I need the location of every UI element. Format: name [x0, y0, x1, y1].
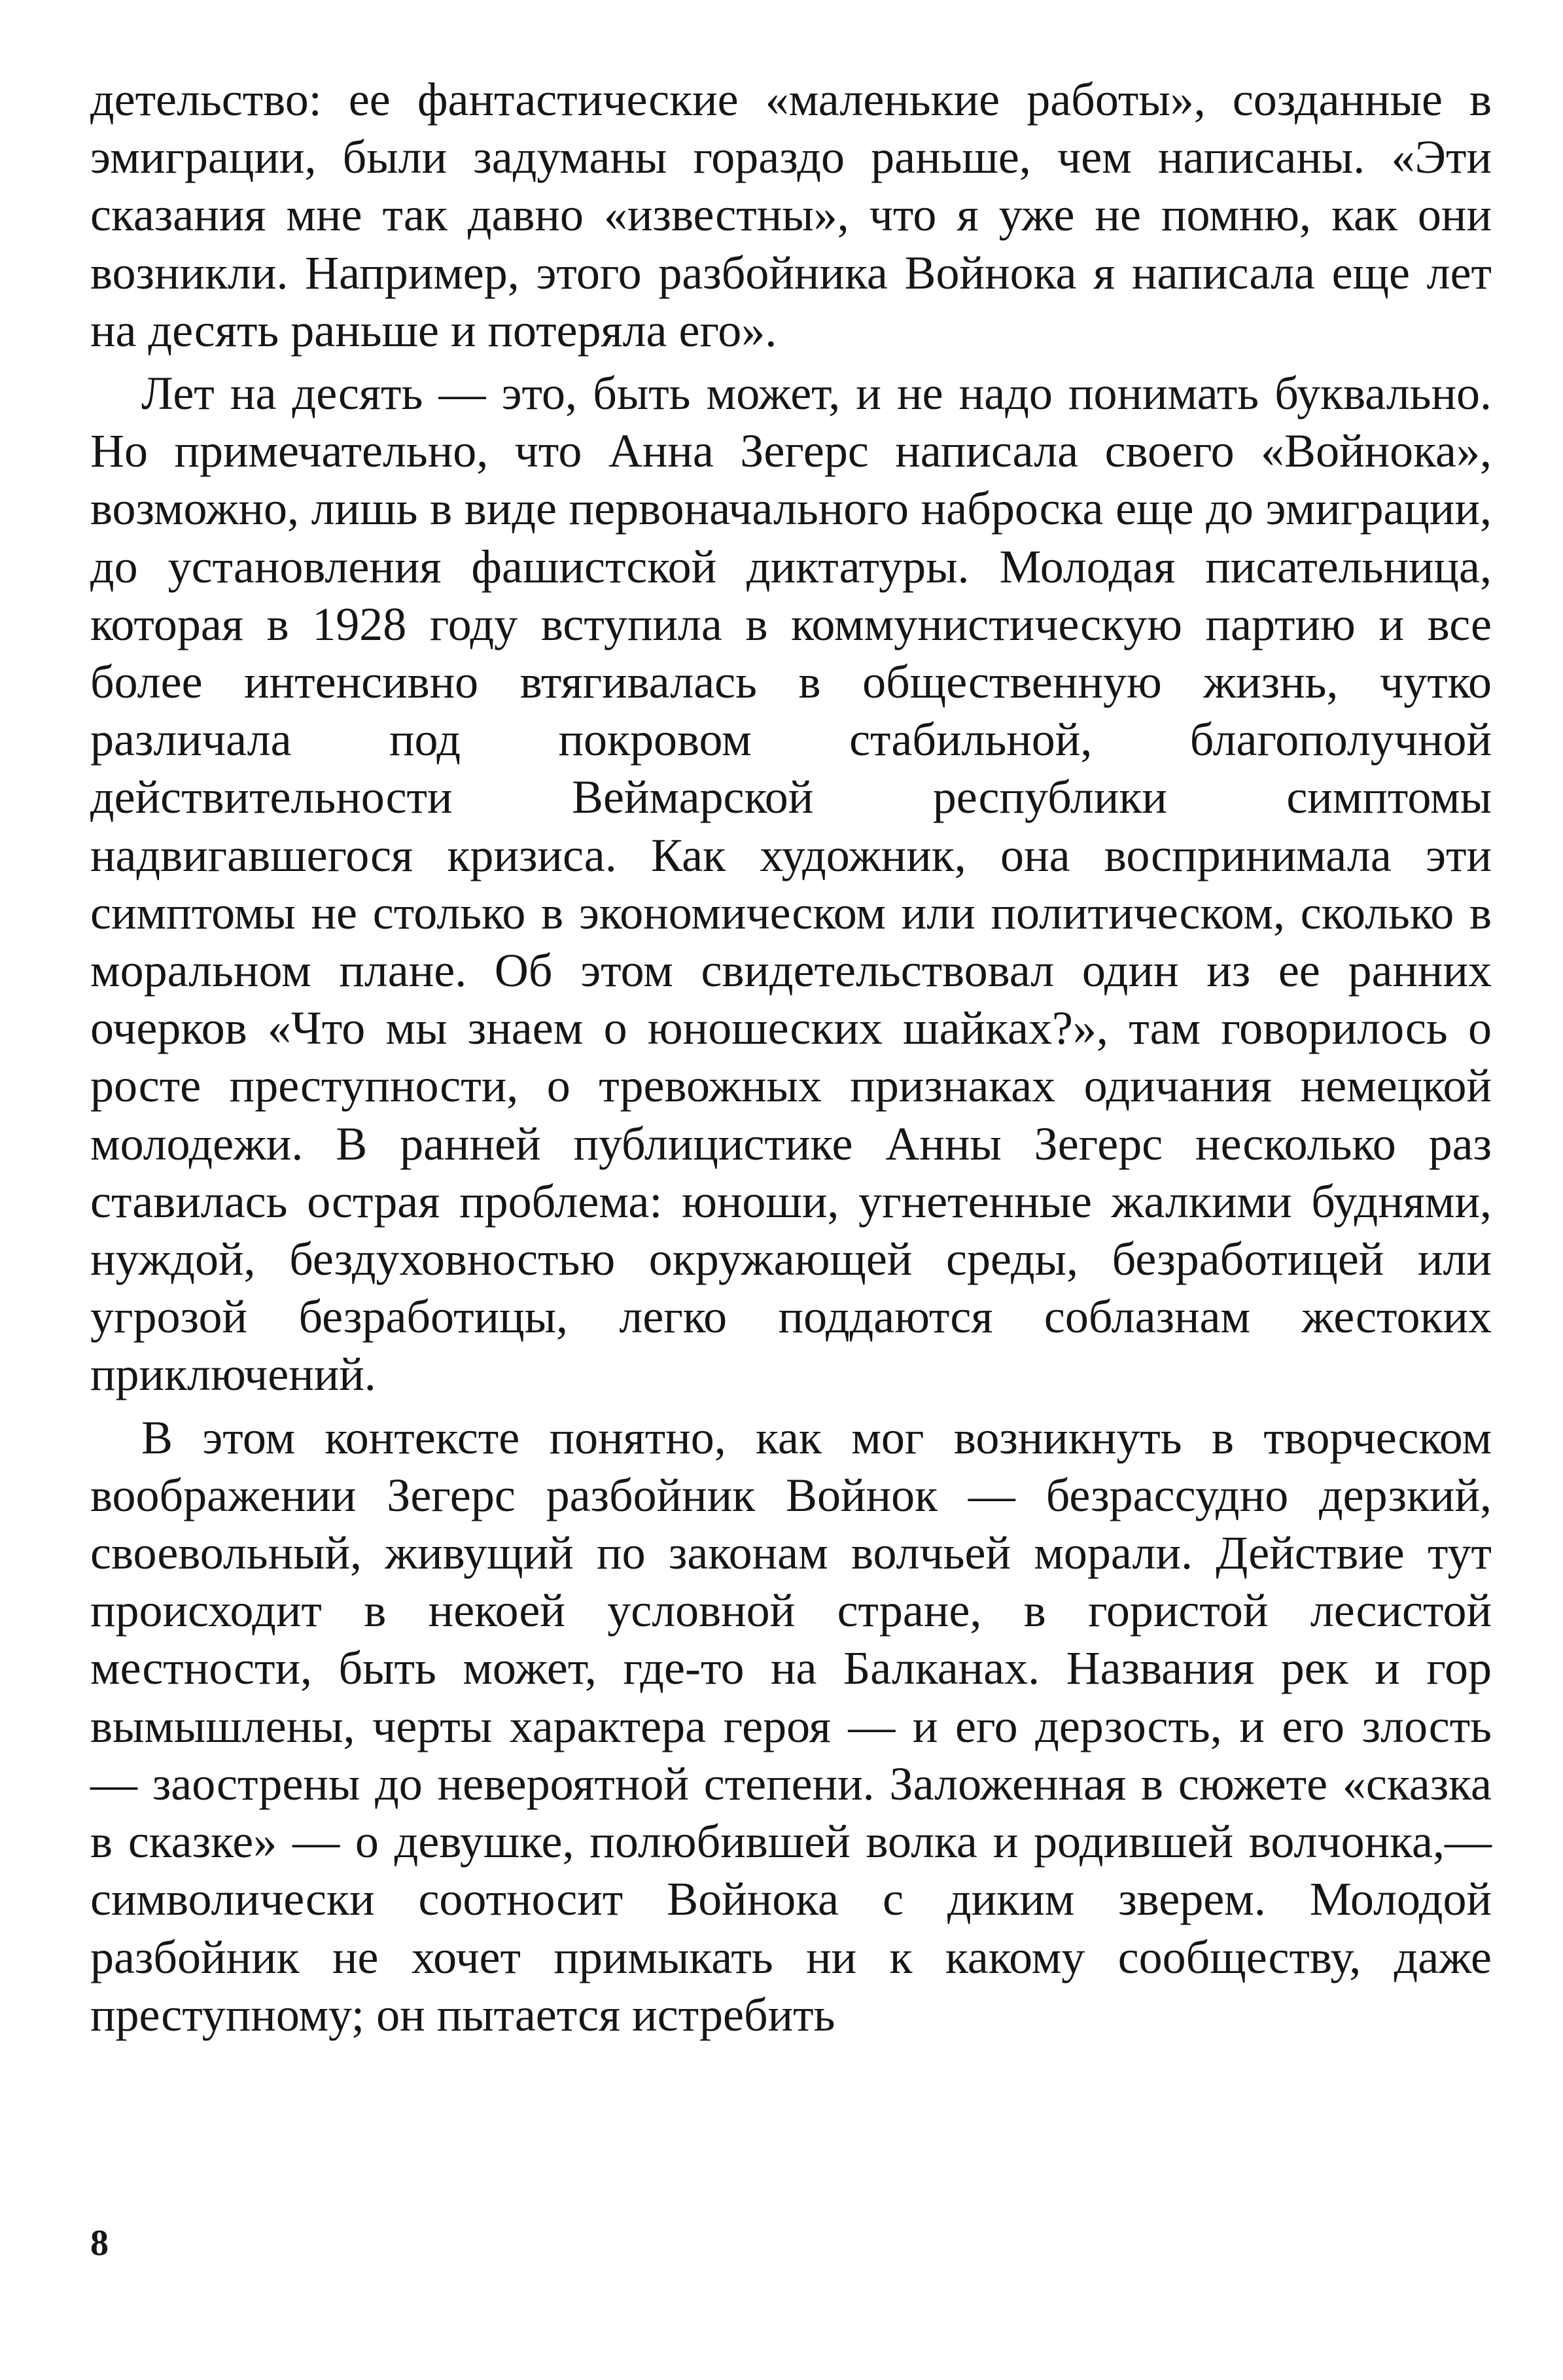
paragraph-2: Лет на десять — это, быть может, и не надо понимать буквально. Но примечательно, что Анна Зегерс написала своего «Войнока», возможно, лишь в виде первоначального наброска еще до эмиграции, до установления фашистской диктатуры. Молодая писательница, которая в 1928 году вступила в коммунистическую партию и все более интенсивно втягивалась в общественную жизнь, чутко различала под покровом стабильной, благополучной действительности Веймарской республики симптомы надвигавшегося кризиса. Как художник, она воспринимала эти симптомы не столько в экономическом или политическом, сколько в моральном плане. Об этом свидетельствовал один из ее ранних очерков «Что мы знаем о юношеских шайках?», там говорилось о росте преступности, о тревожных признаках одичания немецкой молодежи. В ранней публицистике Анны Зегерс несколько раз ставилась острая проблема: юноши, угнетенные жалкими буднями, нуждой, бездуховностью окружающей среды, безработицей или угрозой безработицы, легко поддаются соблазнам жестоких приключений.	[90, 367, 1492, 1401]
paragraph-3: В этом контексте понятно, как мог возникнуть в творческом воображении Зегерс разбойник Войнок — безрассудно дерзкий, своевольный, живущий по законам волчьей морали. Действие тут происходит в некоей условной стране, в гористой лесистой местности, быть может, где-то на Балканах. Названия рек и гор вымышлены, черты характера героя — и его дерзость, и его злость — заострены до невероятной степени. Заложенная в сюжете «сказка в сказке» — о девушке, полюбившей волка и родившей волчонка,— символически соотносит Войнока с диким зверем. Молодой разбойник не хочет примыкать ни к какому сообществу, даже преступному; он пытается истребить	[90, 1411, 1492, 2041]
paragraph-gap	[90, 1404, 1492, 1409]
paragraph-1: детельство: ее фантастические «маленькие работы», созданные в эмиграции, были задуманы гораздо раньше, чем написаны. «Эти сказания мне так давно «известны», что я уже не помню, как они возникли. Например, этого разбойника Войнока я написала еще лет на десять раньше и потеряла его».	[90, 73, 1492, 357]
body-text	[90, 71, 1492, 2044]
paragraph-gap	[90, 359, 1492, 364]
page-number: 8	[90, 2223, 109, 2264]
